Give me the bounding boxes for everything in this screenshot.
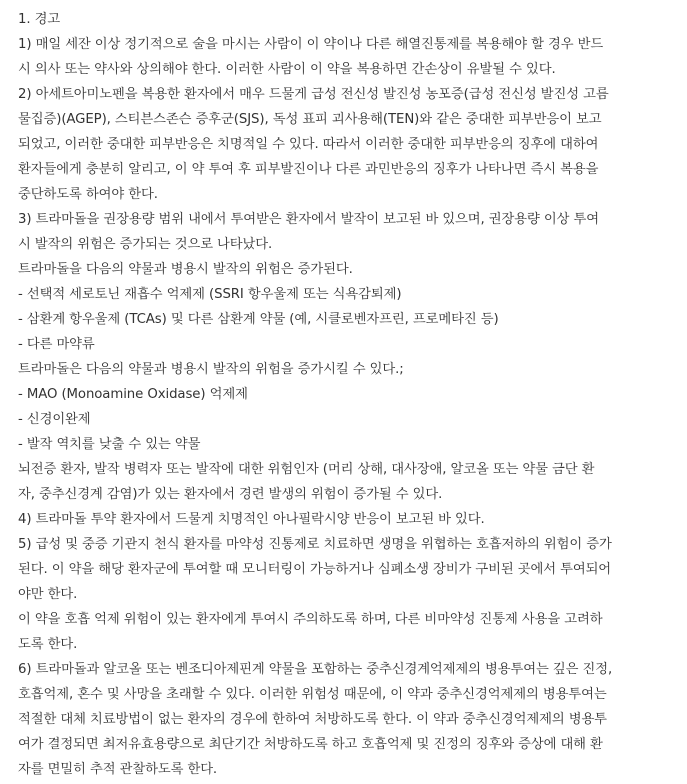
list-item: - MAO (Monoamine Oxidase) 억제제	[18, 387, 248, 402]
text-line: 시 발작의 위험은 증가되는 것으로 나타났다.	[18, 237, 273, 252]
text-line: 6) 트라마돌과 알코올 또는 벤조디아제핀계 약물을 포함하는 중추신경계억제제의 병용투여는 깊은 진정,	[18, 662, 613, 677]
list-item: - 다른 마약류	[18, 337, 95, 352]
text-line: 뇌전증 환자, 발작 병력자 또는 발작에 대한 위험인자 (머리 상해, 대사장애, 알코올 또는 약물 금단 환	[18, 462, 595, 477]
list-item: - 신경이완제	[18, 412, 91, 427]
text-line: 야만 한다.	[18, 587, 78, 602]
list-item: - 선택적 세로토닌 재흡수 억제제 (SSRI 항우울제 또는 식욕감퇴제)	[18, 287, 402, 302]
text-line: 시 의사 또는 약사와 상의해야 한다. 이러한 사람이 이 약을 복용하면 간손상이 유발될 수 있다.	[18, 62, 556, 77]
list-item: - 삼환계 항우울제 (TCAs) 및 다른 삼환계 약물 (예, 시클로벤자프린, 프로메타진 등)	[18, 312, 499, 327]
list-item: - 발작 역치를 낮출 수 있는 약물	[18, 437, 201, 452]
text-line: 이 약을 호흡 억제 위험이 있는 환자에게 투여시 주의하도록 하며, 다른 비마약성 진통제 사용을 고려하	[18, 612, 603, 627]
text-line: 4) 트라마돌 투약 환자에서 드물게 치명적인 아나필락시양 반응이 보고된 바 있다.	[18, 512, 485, 527]
text-line: 도록 한다.	[18, 637, 78, 652]
warning-document	[18, 7, 683, 782]
text-line: 자, 중추신경계 감염)가 있는 환자에서 경련 발생의 위험이 증가될 수 있다.	[18, 487, 443, 502]
text-line: 자를 면밀히 추적 관찰하도록 한다.	[18, 762, 218, 777]
text-line: 여가 결정되면 최저유효용량으로 최단기간 처방하도록 하고 호흡억제 및 진정의 징후와 증상에 대해 환	[18, 737, 603, 752]
text-line: 호흡억제, 혼수 및 사망을 초래할 수 있다. 이러한 위험성 때문에, 이 약과 중추신경억제제의 병용투여는	[18, 687, 607, 702]
text-line: 물집증)(AGEP), 스티븐스존슨 증후군(SJS), 독성 표피 괴사용해(TEN)와 같은 중대한 피부반응이 보고	[18, 112, 602, 127]
text-line: 된다. 이 약을 해당 환자군에 투여할 때 모니터링이 가능하거나 심폐소생 장비가 구비된 곳에서 투여되어	[18, 562, 612, 577]
text-line: 적절한 대체 치료방법이 없는 환자의 경우에 한하여 처방하도록 한다. 이 약과 중추신경억제제의 병용투	[18, 712, 607, 727]
text-line: 1) 매일 세잔 이상 정기적으로 술을 마시는 사람이 이 약이나 다른 해열진통제를 복용해야 할 경우 반드	[18, 37, 604, 52]
text-line: 트라마돌을 다음의 약물과 병용시 발작의 위험은 증가된다.	[18, 262, 353, 277]
text-line: 중단하도록 하여야 한다.	[18, 187, 158, 202]
text-line: 3) 트라마돌을 권장용량 범위 내에서 투여받은 환자에서 발작이 보고된 바 있으며, 권장용량 이상 투여	[18, 212, 600, 227]
text-line: 5) 급성 및 중증 기관지 천식 환자를 마약성 진통제로 치료하면 생명을 위협하는 호흡저하의 위험이 증가	[18, 537, 612, 552]
text-line: 환자들에게 충분히 알리고, 이 약 투여 후 피부발진이나 다른 과민반응의 징후가 나타나면 즉시 복용을	[18, 162, 599, 177]
section-heading: 1. 경고	[18, 12, 61, 27]
text-line: 2) 아세트아미노펜을 복용한 환자에서 매우 드물게 급성 전신성 발진성 농포증(급성 전신성 발진성 고름	[18, 87, 609, 102]
text-line: 트라마돌은 다음의 약물과 병용시 발작의 위험을 증가시킬 수 있다.;	[18, 362, 404, 377]
text-line: 되었고, 이러한 중대한 피부반응은 치명적일 수 있다. 따라서 이러한 중대한 피부반응의 징후에 대하여	[18, 137, 599, 152]
